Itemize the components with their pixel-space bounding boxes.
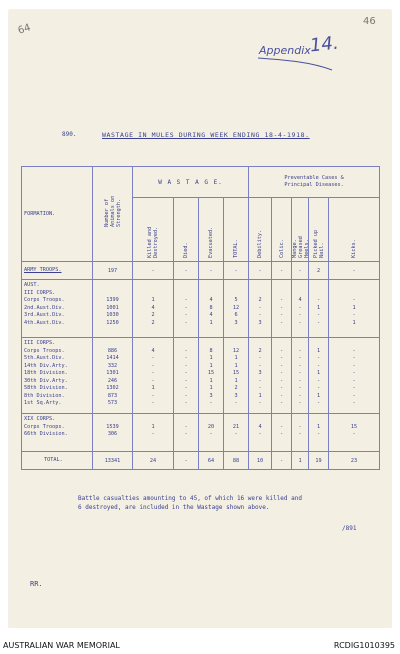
killed-header: Killed and Destroyed. — [133, 198, 174, 262]
cell: - — [329, 262, 380, 280]
wastage-header: W A S T A G E. — [133, 167, 249, 198]
appendix-number: 14. — [308, 32, 340, 57]
footer-institution: AUSTRALIAN WAR MEMORIAL — [3, 641, 120, 650]
cell: 15 - — [329, 414, 380, 452]
cell: - — [292, 262, 309, 280]
preventable-header: Preventable Cases & Principal Diseases. — [249, 167, 380, 198]
row-label: XIX CORPS. Corps Troops. 66th Division. — [22, 414, 93, 452]
wastage-table — [21, 166, 380, 470]
cell: 12 1 1 15 1 2 3 - — [224, 338, 249, 414]
cell: - - — [292, 414, 309, 452]
row-label: ARMY TROOPS. — [22, 262, 93, 280]
folio-mark: 64 — [16, 22, 33, 37]
cell: 5 12 6 3 — [224, 280, 249, 338]
colic-header: Colic. — [272, 198, 292, 262]
cell: 1 - - 1 - - 1 - — [309, 338, 329, 414]
cell: - 1 - 1 — [329, 280, 380, 338]
cell: 64 — [199, 452, 224, 470]
cell: 1 4 2 2 — [133, 280, 174, 338]
document-number: 890. — [62, 131, 77, 138]
cell: 88 — [224, 452, 249, 470]
table-row-xix-corps — [22, 414, 380, 452]
cell: - - - - - - - - — [272, 338, 292, 414]
cell: 8 1 1 15 1 1 3 - — [199, 338, 224, 414]
row-label: TOTAL. — [22, 452, 93, 470]
footer-record-id: RCDIG1010395 — [333, 641, 395, 650]
cell: 2 - - 3 - - 1 - — [249, 338, 272, 414]
table-row-army-troops — [22, 262, 380, 280]
appendix-underline — [256, 54, 336, 74]
cell: 1539 306 — [93, 414, 133, 452]
debility-header: Debility. — [249, 198, 272, 262]
cell: - — [272, 262, 292, 280]
cell: 2 - - 3 — [249, 280, 272, 338]
table-row-iii-corps — [22, 338, 380, 414]
cell: 10 — [249, 452, 272, 470]
total-header: TOTAL. — [224, 198, 249, 262]
reference-number: /891 — [342, 525, 357, 532]
cell: 1 — [292, 452, 309, 470]
cell: - — [272, 452, 292, 470]
cell: 1 - — [133, 414, 174, 452]
cell: 4 8 4 1 — [199, 280, 224, 338]
cell: 4 - — [249, 414, 272, 452]
document-title: WASTAGE IN MULES DURING WEEK ENDING 18-4-1918. — [102, 131, 310, 139]
row-label: AUST. III CORPS. Corps Troops. 2nd.Aust.Div. 3rd.Aust.Div. 4th.Aust.Div. — [22, 280, 93, 338]
row-label: III CORPS. Corps Troops. 5th.Aust.Div. 14th Div.Arty. 18th Division. 30th Div.Arty. 58th Division. 8th Division. 1st Sq.Arty. — [22, 338, 93, 414]
cell: - 1 - - — [309, 280, 329, 338]
page-number: 46 — [363, 16, 376, 27]
cell: 4 - - - — [292, 280, 309, 338]
appendix-label: Appendix — [259, 44, 311, 57]
cell: 886 1414 332 1301 246 1302 873 573 — [93, 338, 133, 414]
table-row-aust-corps — [22, 280, 380, 338]
cell: - - - - - - - - — [174, 338, 199, 414]
cell: 1 - — [309, 414, 329, 452]
cell: - - — [174, 414, 199, 452]
kicks-header: Kicks. — [329, 198, 380, 262]
evacuated-header: Evacuated. — [199, 198, 224, 262]
cell: - - - - — [272, 280, 292, 338]
battle-casualties-note: Battle casualties amounting to 45, of which 16 were killed and 6 destroyed, are included in the Wastage shown above. — [78, 495, 302, 511]
cell: 197 — [93, 262, 133, 280]
cell: 1399 1001 1030 1250 — [93, 280, 133, 338]
typist-initials: RR. — [30, 580, 43, 588]
cell: 13341 — [93, 452, 133, 470]
nail-header: Picked up Nail. — [309, 198, 329, 262]
died-header: Died. — [174, 198, 199, 262]
cell: - - - - - - - - — [292, 338, 309, 414]
cell: 19 — [309, 452, 329, 470]
cell: 23 — [329, 452, 380, 470]
cell: 20 - — [199, 414, 224, 452]
mange-header: Mange. Greased Heels. — [292, 198, 309, 262]
cell: - — [199, 262, 224, 280]
strength-header: Number of Animals on Strength. — [93, 167, 133, 262]
cell: 2 — [309, 262, 329, 280]
table-row-total — [22, 452, 380, 470]
cell: 24 — [133, 452, 174, 470]
formation-header: FORMATION. — [22, 167, 93, 262]
cell: - - — [272, 414, 292, 452]
cell: - - - - - - - - — [329, 338, 380, 414]
cell: 21 - — [224, 414, 249, 452]
cell: - — [224, 262, 249, 280]
cell: - — [174, 452, 199, 470]
table-header-row — [22, 167, 380, 198]
cell: - — [133, 262, 174, 280]
cell: - - - - — [174, 280, 199, 338]
cell: - — [174, 262, 199, 280]
cell: - — [249, 262, 272, 280]
cell: 4 - - - - 1 - - — [133, 338, 174, 414]
